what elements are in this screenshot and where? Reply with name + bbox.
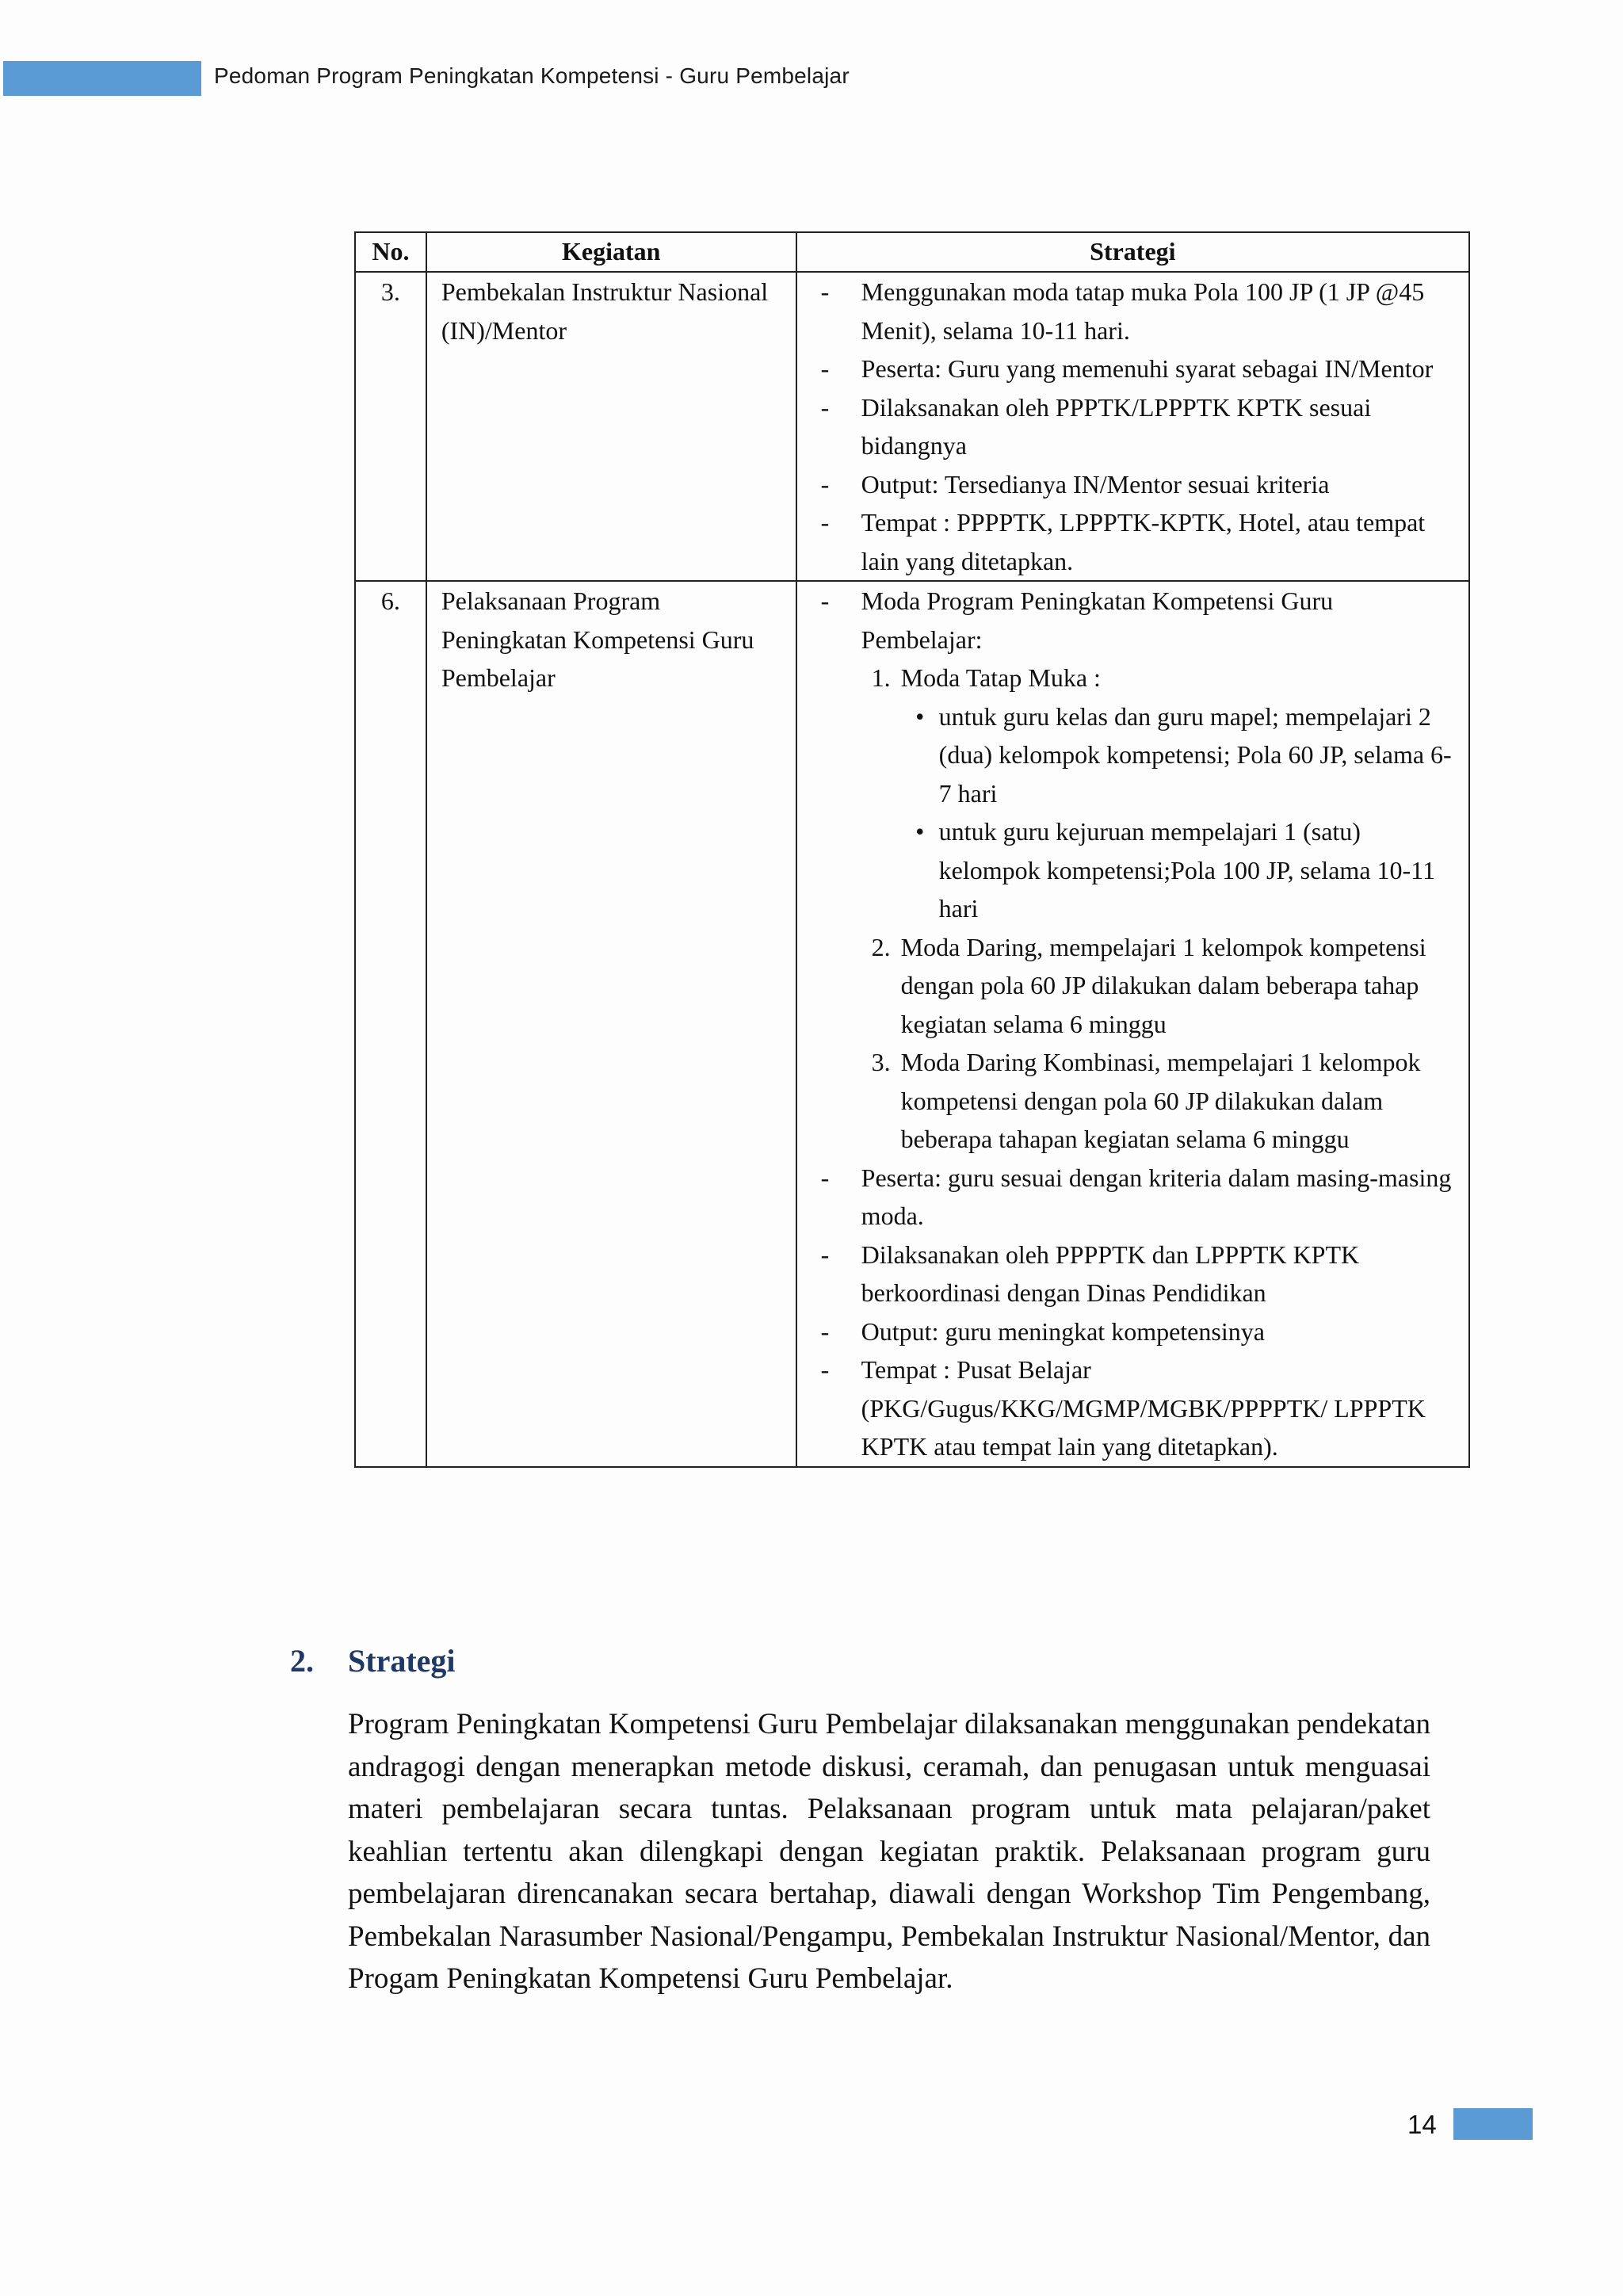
- col-header-strategi: Strategi: [796, 232, 1469, 272]
- bullet-text: untuk guru kejuruan mempelajari 1 (satu) kelompok kompetensi;Pola 100 JP, selama 10-11 hari: [938, 817, 1435, 923]
- table-row: [355, 581, 1469, 1467]
- list-item: [821, 503, 1457, 580]
- dash-marker: -: [820, 1240, 830, 1269]
- section-title: Strategi: [348, 1643, 456, 1679]
- bullet-item: [901, 812, 1457, 928]
- dash-marker: -: [820, 1316, 830, 1346]
- list-item: [821, 350, 1457, 388]
- dash-marker: -: [820, 586, 830, 615]
- moda-number: 1.: [871, 663, 891, 692]
- list-item-text: Output: Tersedianya IN/Mentor sesuai kriteria: [861, 469, 1330, 499]
- list-item-text: Peserta: guru sesuai dengan kriteria dalam masing-masing moda.: [861, 1163, 1452, 1230]
- list-item: [821, 273, 1457, 350]
- section-number: 2.: [290, 1643, 314, 1679]
- list-item: [821, 1312, 1457, 1351]
- bullet-item: [901, 697, 1457, 813]
- list-item-text: Tempat : Pusat Belajar (PKG/Gugus/KKG/MGMP/MGBK/PPPPTK/ LPPPTK KPTK atau tempat lain yang ditetapkan).: [861, 1355, 1426, 1461]
- list-item: [821, 582, 1457, 659]
- row-kegiatan: Pembekalan Instruktur Nasional (IN)/Mentor: [426, 272, 796, 581]
- moda-item: [861, 659, 1457, 928]
- table-header-row: [355, 232, 1469, 272]
- list-item-text: Peserta: Guru yang memenuhi syarat sebagai IN/Mentor: [861, 354, 1434, 383]
- page-number: 14: [1407, 2110, 1437, 2139]
- bullet-marker: •: [915, 817, 925, 846]
- moda-item: [861, 928, 1457, 1044]
- dash-marker: -: [820, 469, 830, 499]
- row-strategi: [796, 272, 1469, 581]
- list-item-text: Tempat : PPPPTK, LPPPTK-KPTK, Hotel, atau tempat lain yang ditetapkan.: [861, 508, 1426, 575]
- list-item: [821, 1350, 1457, 1466]
- section-paragraph: Program Peningkatan Kompetensi Guru Pembelajar dilaksanakan menggunakan pendekatan andragogi dengan menerapkan metode diskusi, ceramah, dan penugasan untuk menguasai materi pembelajaran secara tuntas. Pelaksanaan program untuk mata pelajaran/paket keahlian tertentu akan dilengkapi dengan kegiatan praktik. Pelaksanaan program guru pembelajaran direncanakan secara bertahap, diawali dengan Workshop Tim Pengembang, Pembekalan Narasumber Nasional/Pengampu, Pembekalan Instruktur Nasional/Mentor, dan Progam Peningkatan Kompetensi Guru Pembelajar.: [348, 1708, 1430, 1995]
- bullet-list: [901, 697, 1457, 928]
- bullet-marker: •: [915, 701, 925, 731]
- footer-accent-bar: [1453, 2108, 1533, 2140]
- col-header-no: No.: [355, 232, 426, 272]
- activity-table: [354, 231, 1470, 1468]
- moda-text: Moda Daring Kombinasi, mempelajari 1 kelompok kompetensi dengan pola 60 JP dilakukan dalam beberapa tahapan kegiatan selama 6 minggu: [900, 1048, 1421, 1153]
- col-header-kegiatan: Kegiatan: [426, 232, 796, 272]
- list-item-text: Output: guru meningkat kompetensinya: [861, 1316, 1265, 1346]
- list-item-text: Menggunakan moda tatap muka Pola 100 JP (1 JP @45 Menit), selama 10-11 hari.: [861, 277, 1425, 345]
- dash-marker: -: [820, 277, 830, 306]
- list-item-text: Dilaksanakan oleh PPPTK/LPPPTK KPTK sesuai bidangnya: [861, 392, 1372, 460]
- header-accent-bar: [3, 61, 201, 96]
- row-number: 3.: [355, 272, 426, 581]
- dash-marker: -: [820, 1163, 830, 1192]
- bullet-text: untuk guru kelas dan guru mapel; mempelajari 2 (dua) kelompok kompetensi; Pola 60 JP, selama 6-7 hari: [938, 701, 1452, 808]
- dash-marker: -: [820, 508, 830, 537]
- moda-text: Moda Tatap Muka :: [900, 663, 1101, 692]
- dash-marker: -: [820, 1355, 830, 1384]
- list-item: [821, 1236, 1457, 1312]
- moda-number: 3.: [871, 1048, 891, 1076]
- row-strategi: [796, 581, 1469, 1467]
- dash-marker: -: [820, 392, 830, 422]
- row-number: 6.: [355, 581, 426, 1467]
- list-item: [821, 465, 1457, 504]
- list-item-text: Moda Program Peningkatan Kompetensi Guru Pembelajar:: [861, 586, 1334, 654]
- moda-item: [861, 1043, 1457, 1159]
- moda-list: [861, 659, 1457, 1159]
- dash-marker: -: [820, 354, 830, 383]
- header-title: Pedoman Program Peningkatan Kompetensi - Guru Pembelajar: [214, 63, 850, 88]
- list-item-text: Dilaksanakan oleh PPPPTK dan LPPPTK KPTK berkoordinasi dengan Dinas Pendidikan: [861, 1240, 1360, 1307]
- list-item: [821, 388, 1457, 465]
- list-item: [821, 1159, 1457, 1236]
- row-kegiatan: Pelaksanaan Program Peningkatan Kompetensi Guru Pembelajar: [426, 581, 796, 1467]
- moda-text: Moda Daring, mempelajari 1 kelompok kompetensi dengan pola 60 JP dilakukan dalam beberapa tahap kegiatan selama 6 minggu: [900, 932, 1426, 1038]
- table-row: [355, 272, 1469, 581]
- moda-number: 2.: [871, 932, 891, 961]
